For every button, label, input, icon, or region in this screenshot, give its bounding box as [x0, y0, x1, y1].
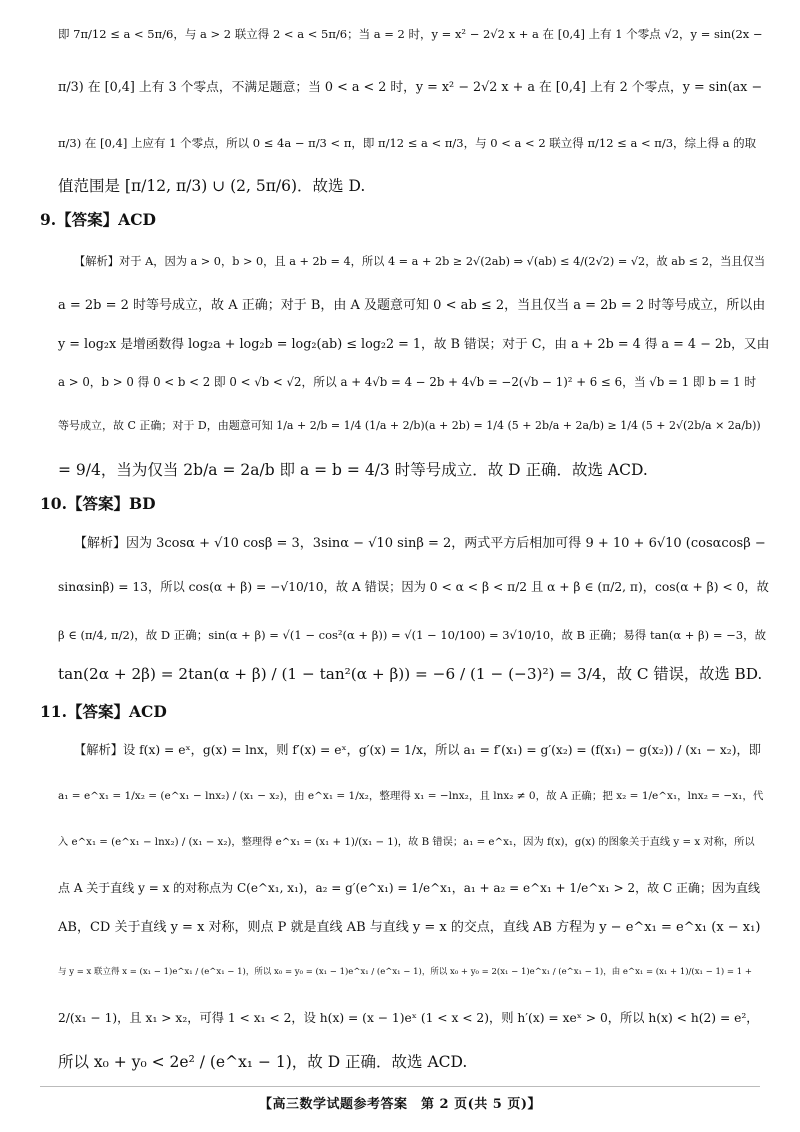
analysis-10-line-1: 【解析】因为 3cosα + √10 cosβ = 3，3sinα − √10 sinβ = 2，两式平方后相加可得 9 + 10 + 6√10 (cosαcosβ − — [74, 536, 766, 551]
analysis-11-line-6: 与 y = x 联立得 x = (x₁ − 1)e^x₁ / (e^x₁ − 1)，所以 x₀ = y₀ = (x₁ − 1)e^x₁ / (e^x₁ − 1)，所以 x₀ + y₀ = 2(x₁ − 1)e^x₁ / (e^x₁ − 1)，由 e^x₁ = (x₁ + 1)/(x₁ − 1) = 1 + — [58, 967, 752, 977]
text-line-2: π/3) 在 [0,4] 上有 3 个零点，不满足题意；当 0 < a < 2 时，y = x² − 2√2 x + a 在 [0,4] 上有 2 个零点，y = sin(ax − — [58, 80, 763, 95]
analysis-11-line-3: 入 e^x₁ = (e^x₁ − lnx₂) / (x₁ − x₂)，整理得 e^x₁ = (x₁ + 1)/(x₁ − 1)，故 B 错误；a₁ = e^x₁，因为 f(x)，g(x) 的图象关于直线 y = x 对称，所以 — [58, 836, 755, 848]
analysis-9-line-4: a > 0，b > 0 得 0 < b < 2 即 0 < √b < √2，所以 a + 4√b = 4 − 2b + 4√b = −2(√b − 1)² + 6 ≤ 6，当 √b = 1 即 b = 1 时 — [58, 375, 757, 389]
analysis-9-line-5: 等号成立，故 C 正确；对于 D，由题意可知 1/a + 2/b = 1/4 (1/a + 2/b)(a + 2b) = 1/4 (5 + 2b/a + 2a/b) ≥ 1/4 (5 + 2√(2b/a × 2a/b)) — [58, 419, 761, 432]
analysis-10-line-2: sinαsinβ) = 13，所以 cos(α + β) = −√10/10，故 A 错误；因为 0 < α < β < π/2 且 α + β ∈ (π/2, π)，cos(α + β) < 0，故 — [58, 580, 769, 594]
analysis-11-line-5: AB，CD 关于直线 y = x 对称，则点 P 就是直线 AB 与直线 y = x 的交点，直线 AB 方程为 y − e^x₁ = e^x₁ (x − x₁) — [58, 920, 761, 935]
footer-divider — [40, 1086, 760, 1087]
page-footer: 【高三数学试题参考答案 第 2 页(共 5 页)】 — [259, 1097, 541, 1112]
analysis-11-line-4: 点 A 关于直线 y = x 的对称点为 C(e^x₁, x₁)，a₂ = g′(e^x₁) = 1/e^x₁，a₁ + a₂ = e^x₁ + 1/e^x₁ > 2，故 C 正确；因为直线 — [58, 881, 760, 895]
answer-9-heading: 9.【答案】ACD — [40, 210, 156, 229]
text-line-4: 值范围是 [π/12, π/3) ∪ (2, 5π/6)．故选 D. — [58, 177, 366, 195]
analysis-9-line-2: a = 2b = 2 时等号成立，故 A 正确；对于 B，由 A 及题意可知 0 < ab ≤ 2，当且仅当 a = 2b = 2 时等号成立，所以由 — [58, 298, 766, 313]
analysis-11-line-1: 【解析】设 f(x) = eˣ，g(x) = lnx，则 f′(x) = eˣ，g′(x) = 1/x，所以 a₁ = f′(x₁) = g′(x₂) = (f(x₁) − g(x₂)) / (x₁ − x₂)，即 — [74, 743, 761, 757]
analysis-9-line-1: 【解析】对于 A，因为 a > 0，b > 0，且 a + 2b = 4，所以 4 = a + 2b ≥ 2√(2ab) ⇒ √(ab) ≤ 4/(2√2) = √2，故 ab ≤ 2，当且仅当 — [74, 255, 766, 268]
analysis-9-line-6: = 9/4，当为仅当 2b/a = 2a/b 即 a = b = 4/3 时等号成立．故 D 正确．故选 ACD. — [58, 461, 648, 479]
text-line-3: π/3) 在 [0,4] 上应有 1 个零点，所以 0 ≤ 4a − π/3 < π，即 π/12 ≤ a < π/3，与 0 < a < 2 联立得 π/12 ≤ a < π/3，综上得 a 的取 — [58, 136, 757, 150]
analysis-11-line-8: 所以 x₀ + y₀ < 2e² / (e^x₁ − 1)，故 D 正确．故选 ACD. — [58, 1053, 468, 1071]
answer-10-heading: 10.【答案】BD — [40, 494, 156, 513]
analysis-10-line-4: tan(2α + 2β) = 2tan(α + β) / (1 − tan²(α + β)) = −6 / (1 − (−3)²) = 3/4，故 C 错误，故选 BD. — [58, 665, 763, 683]
analysis-11-line-7: 2/(x₁ − 1)，且 x₁ > x₂，可得 1 < x₁ < 2，设 h(x) = (x − 1)eˣ (1 < x < 2)，则 h′(x) = xeˣ > 0，所以 h(x) < h(2) = e²， — [58, 1011, 759, 1025]
answer-11-heading: 11.【答案】ACD — [40, 702, 167, 721]
text-line-1: 即 7π/12 ≤ a < 5π/6，与 a > 2 联立得 2 < a < 5π/6；当 a = 2 时，y = x² − 2√2 x + a 在 [0,4] 上有 1 个零点 √2，y = sin(2x − — [58, 27, 763, 41]
analysis-11-line-2: a₁ = e^x₁ = 1/x₂ = (e^x₁ − lnx₂) / (x₁ − x₂)，由 e^x₁ = 1/x₂，整理得 x₁ = −lnx₂，且 lnx₂ ≠ 0，故 A 正确；把 x₂ = 1/e^x₁，lnx₂ = −x₁，代 — [58, 790, 764, 802]
analysis-9-line-3: y = log₂x 是增函数得 log₂a + log₂b = log₂(ab) ≤ log₂2 = 1，故 B 错误；对于 C，由 a + 2b = 4 得 a = 4 − 2b，又由 — [58, 337, 770, 352]
analysis-10-line-3: β ∈ (π/4, π/2)，故 D 正确；sin(α + β) = √(1 − cos²(α + β)) = √(1 − 10/100) = 3√10/10，故 B 正确；易得 tan(α + β) = −3，故 — [58, 628, 767, 642]
